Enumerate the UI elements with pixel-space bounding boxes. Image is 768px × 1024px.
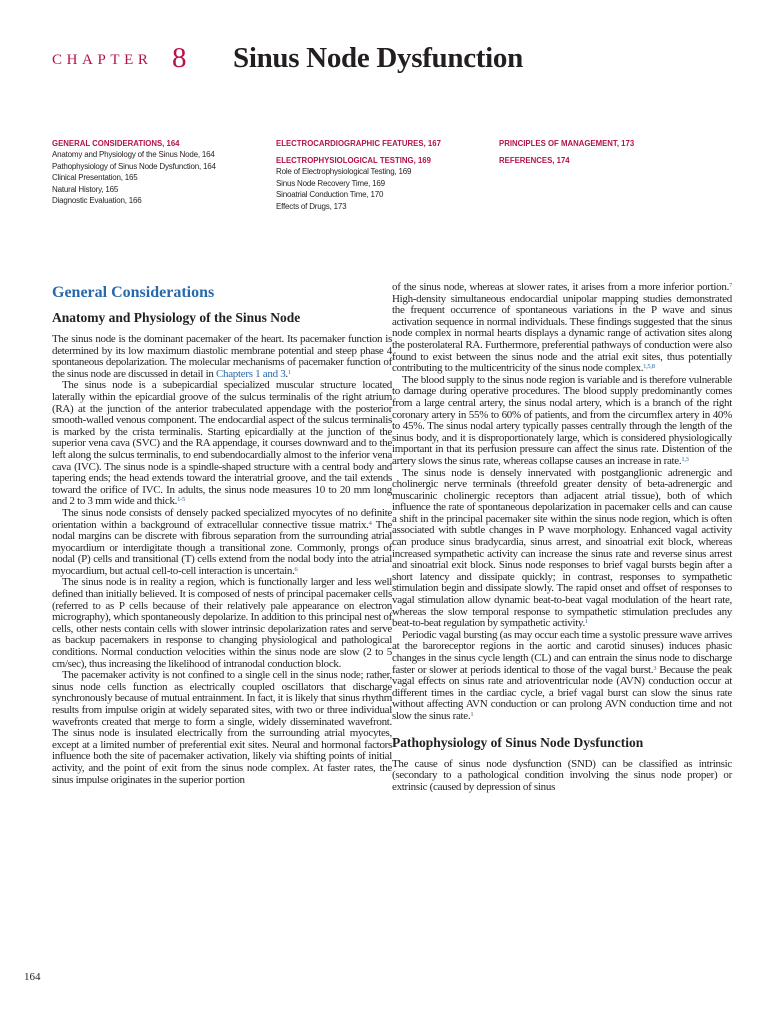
citation[interactable]: 1,5,8	[643, 363, 655, 371]
citation[interactable]: 1-5	[177, 496, 185, 504]
outline-column-1	[52, 138, 267, 207]
outline-item[interactable]: Natural History, 165	[52, 184, 119, 194]
paragraph: The cause of sinus node dysfunction (SND) can be classified as intrinsic (secondary to a pathological condition involving the sinus node proper) or extrinsic (caused by depression of sinus	[392, 757, 732, 793]
citation[interactable]: 1,3	[681, 455, 689, 463]
paragraph: The pacemaker activity is not confined to a single cell in the sinus node; rather, sinus node cells function as electrically coupled oscillators that discharge synchronously because of mutual entrainment. In fact, it is likely that sinus rhythm results from impulse origin at widely separated sites, with two or three individual wavefronts created that merge to form a single, widely disseminated wavefront. The sinus node is insulated electrically from the surrounding atrial myocytes, except at a limited number of preferential exit sites. Neural and hormonal factors influence both the site of pacemaker activation, likely via shifting points of initial activity, and the point of exit from the sinus node complex. At faster rates, the sinus impulse originates in the superior portion	[52, 669, 392, 786]
outline-heading-references[interactable]: REFERENCES, 174	[499, 156, 570, 165]
paragraph	[392, 375, 732, 468]
outline-item[interactable]: Clinical Presentation, 165	[52, 173, 138, 182]
text-run: The blood supply to the sinus node region is variable and is therefore vulnerable to damage during operative procedures. The blood supply predominantly comes from a large central artery, the sinus nodal artery, which is a branch of the right coronary artery in 55% to 60% of patients, and from the circumflex artery in 40% to 45%. The sinus nodal artery typically passes centrally through the length of the sinus body, and it is disproportionately large, which is considered physiologically important in that its perfusion pressure can affect the sinus rate. Distention of the artery slows the sinus rate, whereas collapse causes an increase in rate.	[392, 373, 732, 467]
chapter-title: Sinus Node Dysfunction	[233, 42, 523, 74]
paragraph	[392, 468, 732, 630]
citation[interactable]: 1	[470, 710, 474, 718]
text-run: Because the peak vagal effects on sinus rate and atrioventricular node (AVN) conduction occur at different times in the cardiac cycle, a brief vagal burst can slow the sinus rate without affecting AVN conduction or can prolong AVN conduction time and not slow the sinus rate.	[392, 663, 732, 722]
paragraph	[52, 334, 392, 380]
citation[interactable]: 4	[368, 519, 372, 527]
text-run: of the sinus node, whereas at slower rates, it arises from a more inferior portion.	[392, 281, 730, 293]
text-run: The nodal margins can be discrete with fibrous separation from the surrounding atrial myocardium or interdigitate though a transitional zone. Commonly, prongs of nodal (P) cells and transitional (T) cells extend from the nodal body into the atrial myocardium, but actual cell-to-cell interaction is uncertain.	[52, 518, 392, 577]
outline-heading-ep-testing[interactable]: ELECTROPHYSIOLOGICAL TESTING, 169	[276, 156, 431, 165]
section-heading-general: General Considerations	[52, 284, 215, 301]
paragraph: The sinus node is in reality a region, which is functionally larger and less well defined than initially believed. It is composed of nests of principal pacemaker cells (referred to as P cells because of their relatively pale appearance on electron micrography), which spontaneously depolarize. In addition to this principal nest of cells, other nests contain cells with slower intrinsic depolarization rates and serve as backup pacemakers in response to changing physiological and pathological conditions. Normal conduction velocities within the sinus node are slow (2 to 5 cm/sec), thus increasing the likelihood of intranodal conduction block.	[52, 576, 392, 670]
page-number: 164	[24, 971, 41, 983]
outline-item[interactable]: Effects of Drugs, 173	[276, 201, 347, 211]
paragraph	[52, 380, 392, 508]
citation[interactable]: 3	[653, 664, 657, 672]
text-run: The sinus node consists of densely packed specialized myocytes of no definite orientation within a background of extracellular connective tissue matrix.	[52, 506, 392, 531]
outline-item[interactable]: Sinus Node Recovery Time, 169	[276, 178, 385, 188]
paragraph	[392, 630, 732, 723]
outline-column-2	[276, 138, 491, 212]
outline-heading-ecg[interactable]: ELECTROCARDIOGRAPHIC FEATURES, 167	[276, 139, 441, 148]
paragraph	[392, 282, 732, 375]
text-run: High-density simultaneous endocardial unipolar mapping studies demonstrated the frequent occurrence of spontaneous variations in the P wave and sinus activation sequence in normal individuals. These findings suggested that the sinus node complex in normal hearts displays a dynamic range of activation sites along the posterolateral RA. Furthermore, preferential pathways of conduction were also found to exist between the sinus node and the atrial exit sites, thus potentially contributing to the multicentricity of the sinus node complex.	[392, 292, 732, 375]
paragraph	[52, 508, 392, 578]
text-run: The sinus node is densely innervated with postganglionic adrenergic and cholinergic nerve terminals (threefold greater density of beta-adrenergic and muscarinic cholinergic receptors than adjacent atrial tissue), both of which influence the rate of spontaneous depolarization in pacemaker cells and can cause a shift in the principal pacemaker site within the sinus node region, which is often associated with subtle changes in P wave morphology. Enhanced vagal activity can produce sinus bradycardia, sinus arrest, and sinoatrial exit block, whereas increased sympathetic activity can increase the sinus rate and reverse sinus arrest and sinoatrial exit block. Sinus node responses to brief vagal bursts begin after a short latency and dissipate quickly; in contrast, responses to sympathetic stimulation begin and dissipate slowly. The rapid onset and offset of responses to vagal stimulation allow dynamic beat-to-beat vagal modulation of the heart rate, whereas the slow temporal response to sympathetic stimulation precludes any beat-to-beat regulation by sympathetic activity.	[392, 466, 732, 630]
outline-item[interactable]: Anatomy and Physiology of the Sinus Node, 164	[52, 150, 215, 159]
text-run: The sinus node is a subepicardial specialized muscular structure located laterally within the epicardial groove of the sulcus terminalis of the right atrium (RA) at the junction of the anterior trabeculated appendage with the posterior smooth-walled venous component. The endocardial aspect of the sulcus terminalis is marked by the crista terminalis. Starting epicardially at the junction of the superior vena cava (SVC) and the RA appendage, it courses downward and to the left along the sulcus terminalis, to end subendocardially almost to the inferior vena cava (IVC). The sinus node is a spindle-shaped structure with a central body and tapering ends; the head extends toward the interatrial groove, and the tail extends toward the orifice of IVC. In adults, the sinus node measures 10 to 20 mm long and 2 to 3 mm wide and thick.	[52, 379, 392, 508]
outline-item[interactable]: Sinoatrial Conduction Time, 170	[276, 190, 384, 199]
outline-heading-management[interactable]: PRINCIPLES OF MANAGEMENT, 173	[499, 139, 635, 148]
left-column	[52, 280, 392, 786]
chapter-header	[52, 42, 732, 86]
subsection-heading-anatomy: Anatomy and Physiology of the Sinus Node	[52, 310, 301, 325]
text-run: .	[285, 367, 288, 380]
citation[interactable]: 1	[287, 368, 291, 376]
chapter-number: 8	[172, 42, 187, 74]
chapters-link[interactable]: Chapters 1 and 3	[215, 367, 286, 380]
outline-column-3	[499, 138, 719, 166]
outline-item[interactable]: Diagnostic Evaluation, 166	[52, 196, 142, 205]
chapter-outline	[52, 138, 742, 228]
subsection-heading-pathophysiology: Pathophysiology of Sinus Node Dysfunction	[392, 734, 644, 750]
citation[interactable]: 1	[584, 618, 588, 626]
chapter-label: CHAPTER	[52, 52, 153, 68]
right-column	[392, 282, 732, 793]
outline-heading-general[interactable]: GENERAL CONSIDERATIONS, 164	[52, 139, 180, 148]
citation[interactable]: 6	[294, 565, 298, 573]
outline-item[interactable]: Pathophysiology of Sinus Node Dysfunction, 164	[52, 161, 216, 171]
citation[interactable]: 7	[729, 282, 732, 289]
text-run: The sinus node is the dominant pacemaker of the heart. Its pacemaker function is determined by its low maximum diastolic membrane potential and steep phase 4 spontaneous depolarization. The molecular mechanisms of pacemaker function of the sinus node are discussed in detail in	[52, 333, 392, 380]
text-run: Periodic vagal bursting (as may occur each time a systolic pressure wave arrives at the baroreceptor regions in the aortic and carotid sinuses) induces phasic changes in the sinus cycle length (CL) and can entrain the sinus node to discharge faster or slower at periods identical to those of the vagal burst.	[392, 628, 732, 676]
outline-item[interactable]: Role of Electrophysiological Testing, 169	[276, 167, 412, 176]
